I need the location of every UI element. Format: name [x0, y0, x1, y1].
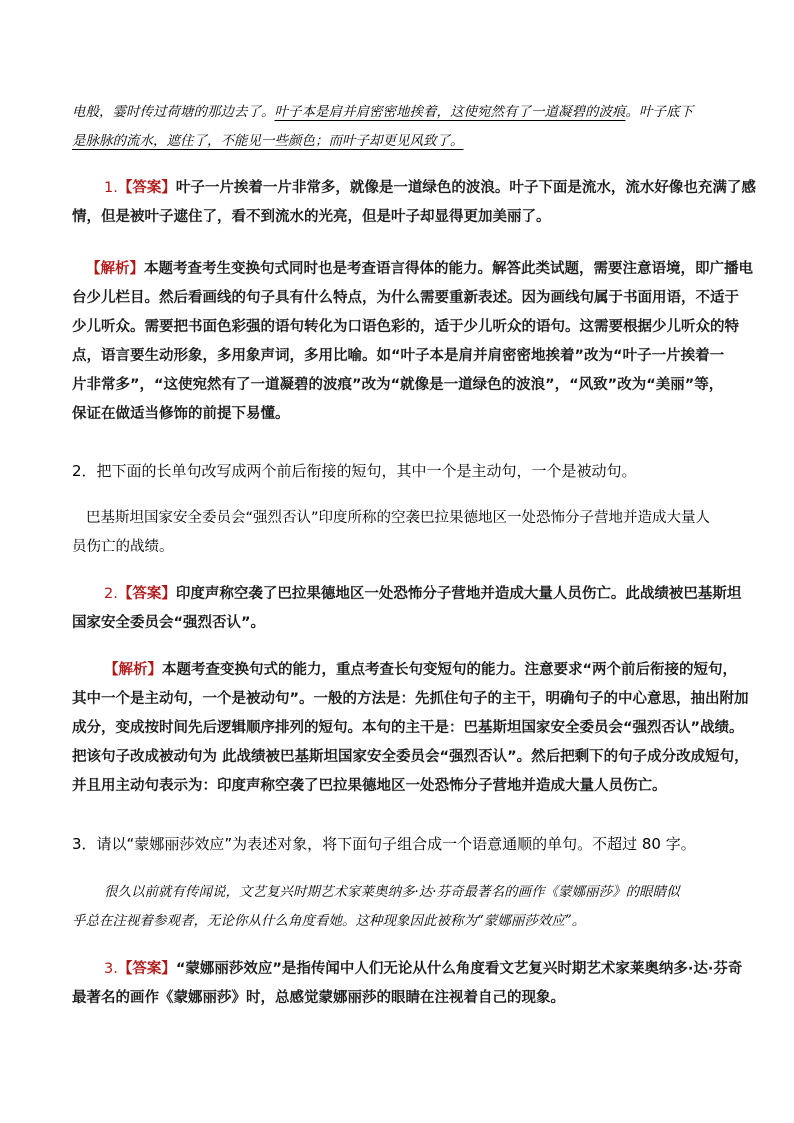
q2-answer-num: 2. [104, 586, 118, 602]
q2-answer [104, 580, 741, 609]
q1-answer [104, 174, 756, 203]
q3-sentence-cont [72, 907, 585, 936]
q2-sentence-line-0: 巴基斯坦国家安全委员会“强烈否认”印度所称的空袭巴拉果德地区一处恐怖分子营地并造成大量人 [86, 510, 711, 526]
q1-answer-line-0: 叶子一片挨着一片非常多，就像是一道绿色的波浪。叶子下面是流水，流水好像也充满了感 [175, 180, 756, 196]
q2-analysis-cont [72, 685, 749, 801]
q1-analysis-line-3: 点，语言要生动形象，多用象声词，多用比喻。如“叶子本是肩并肩密密地挨着”改为“叶子一片挨着一 [72, 348, 725, 364]
q3-answer-tag: 【答案】 [117, 961, 176, 977]
q3-sentence-line-0: 很久以前就有传闻说，文艺复兴时期艺术家莱奥纳多·达·芬奇最著名的画作《蒙娜丽莎》的眼睛似 [104, 884, 680, 900]
q3-sentence-line-1: 乎总在注视着参观者，无论你从什么角度看她。这种现象因此被称为“蒙娜丽莎效应”。 [72, 913, 586, 929]
q2-analysis-line-2: 成分，变成按时间先后逻辑顺序排列的短句。本句的主干是：巴基斯坦国家安全委员会“强烈否认”战绩。 [72, 720, 744, 736]
q3-answer-line-0: “蒙娜丽莎效应”是指传闻中人们无论从什么角度看文艺复兴时期艺术家莱奥纳多·达·芬奇 [175, 961, 743, 977]
q2-answer-tag: 【答案】 [117, 586, 176, 602]
q2-answer-cont [72, 609, 265, 638]
q1-answer-cont [72, 203, 551, 232]
passage-line1-a: 电般，霎时传过荷塘的那边去了。 [72, 104, 275, 120]
q1-answer-tag: 【答案】 [117, 180, 176, 196]
q2-answer-line-1: 国家安全委员会“强烈否认”。 [72, 615, 266, 631]
passage-line1-c: 。叶子底下 [625, 104, 693, 120]
q2-sentence [86, 504, 710, 533]
passage-line2: 是脉脉的流水，遮住了，不能见一些颜色；而叶子却更见风致了。 [72, 133, 464, 149]
q2-sentence-line-1: 员伤亡的战绩。 [72, 539, 174, 555]
q2-question: 2．把下面的长单句改写成两个前后衔接的短句，其中一个是主动句，一个是被动句。 [72, 462, 637, 480]
q2-analysis-tag: 【解析】 [104, 662, 162, 678]
q3-question: 3．请以“蒙娜丽莎效应”为表述对象，将下面句子组合成一个语意通顺的单句。不超过 80 字。 [72, 835, 696, 853]
q1-analysis-line-1: 台少儿栏目。然后看画线的句子具有什么特点，为什么需要重新表述。因为画线句属于书面用语，不适于 [72, 290, 739, 306]
q2-analysis-line-3: 把该句子改成被动句为 此战绩被巴基斯坦国家安全委员会“强烈否认”。然后把剩下的句子成分改成短句， [72, 749, 749, 765]
q1-analysis [86, 255, 753, 284]
q1-answer-num: 1. [104, 180, 118, 196]
q1-answer-line-1: 情，但是被叶子遮住了，看不到流水的光亮，但是叶子却显得更加美丽了。 [72, 209, 551, 225]
q1-analysis-line-0: 本题考查考生变换句式同时也是考查语言得体的能力。解答此类试题，需要注意语境，即广播电 [144, 261, 753, 277]
q1-analysis-cont [72, 284, 739, 429]
q3-answer-cont [72, 984, 565, 1013]
q3-sentence [104, 878, 680, 907]
passage-line1-underlined: 叶子本是肩并肩密密地挨着，这使宛然有了一道凝碧的波痕 [274, 104, 626, 120]
q1-analysis-line-2: 少儿听众。需要把书面色彩强的语句转化为口语色彩的，适于少儿听众的语句。这需要根据少儿听众的特 [72, 319, 739, 335]
q3-answer-line-1: 最著名的画作《蒙娜丽莎》时，总感觉蒙娜丽莎的眼睛在注视着自己的现象。 [72, 990, 565, 1006]
q3-answer-num: 3. [104, 961, 118, 977]
q1-analysis-tag: 【解析】 [86, 261, 144, 277]
q2-answer-line-0: 印度声称空袭了巴拉果德地区一处恐怖分子营地并造成大量人员伤亡。此战绩被巴基斯坦 [175, 586, 742, 602]
q3-answer [104, 955, 742, 984]
passage-top [72, 98, 693, 156]
q2-analysis-line-1: 其中一个是主动句，一个是被动句”。一般的方法是：先抓住句子的主干，明确句子的中心意思，抽出附加 [72, 691, 749, 707]
q2-sentence-cont [72, 533, 174, 562]
q1-analysis-line-5: 保证在做适当修饰的前提下易懂。 [72, 406, 290, 422]
q2-analysis-line-4: 并且用主动句表示为：印度声称空袭了巴拉果德地区一处恐怖分子营地并造成大量人员伤亡。 [72, 778, 667, 794]
q1-analysis-line-4: 片非常多”，“这使宛然有了一道凝碧的波痕”改为“就像是一道绿色的波浪”，“风致”改为“美丽”等， [72, 377, 724, 393]
q2-analysis-line-0: 本题考查变换句式的能力，重点考查长句变短句的能力。注意要求“两个前后衔接的短句， [162, 662, 738, 678]
q2-analysis [104, 656, 737, 685]
